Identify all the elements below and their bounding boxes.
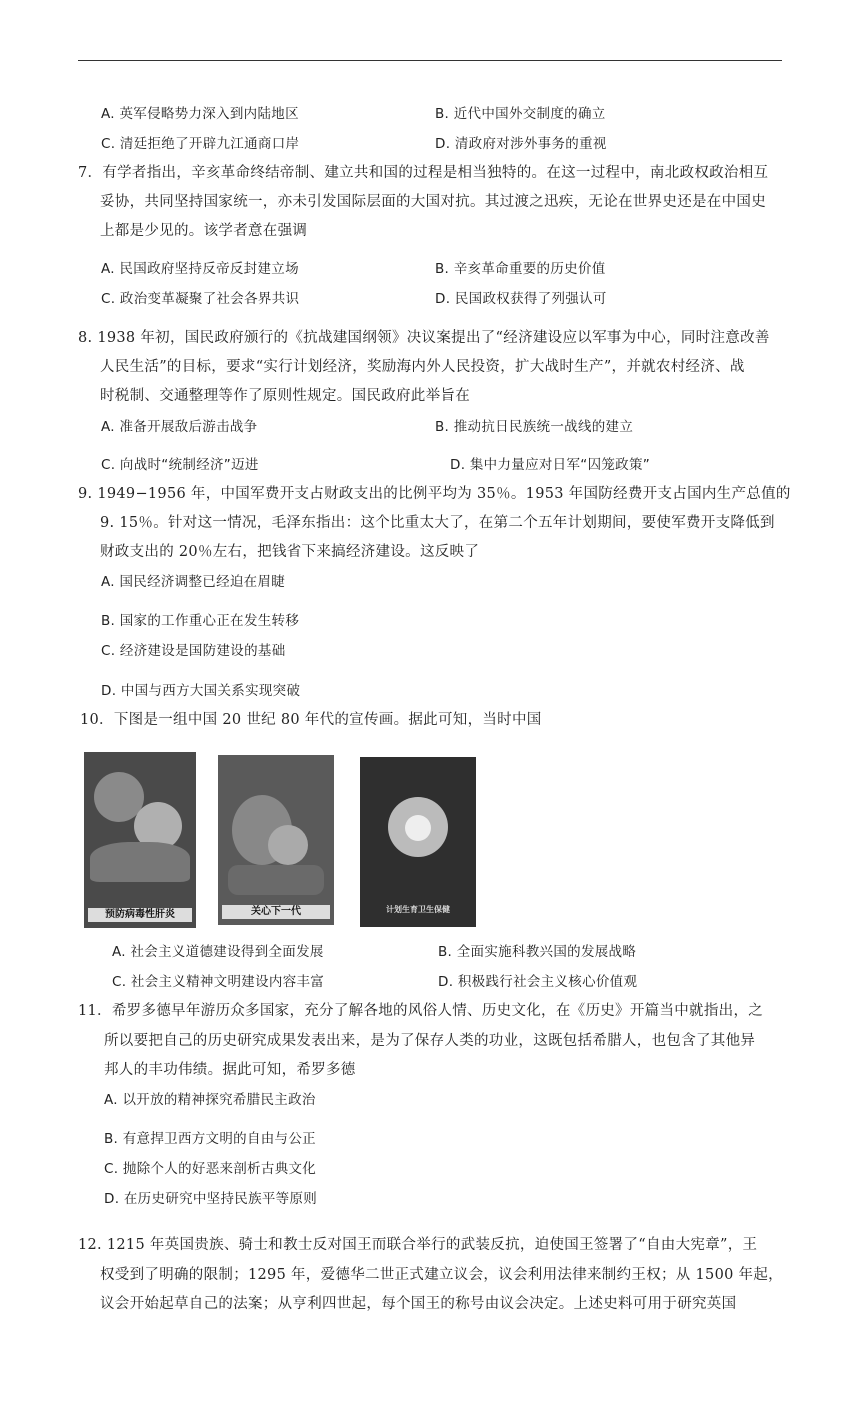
q10-option-c: C. 社会主义精神文明建设内容丰富: [112, 974, 325, 990]
q12-stem-line-3: 议会开始起草自己的法案；从亨利四世起，每个国王的称号由议会决定。上述史料可用于研究英国: [100, 1296, 737, 1312]
q7-stem-line-3: 上都是少见的。该学者意在强调: [100, 223, 308, 239]
q9-option-a: A. 国民经济调整已经迫在眉睫: [101, 574, 286, 590]
poster-children: [218, 755, 334, 925]
q12-stem-line-1: 12. 1215 年英国贵族、骑士和教士反对国王而联合举行的武装反抗，迫使国王签署了“自由大宪章”，王: [78, 1237, 758, 1253]
q7-option-b: B. 辛亥革命重要的历史价值: [435, 261, 606, 277]
q11-stem-line-1: 11．希罗多德早年游历众多国家，充分了解各地的风俗人情、历史文化，在《历史》开篇当中就指出，之: [78, 1003, 764, 1019]
q6-option-c: C. 清廷拒绝了开辟九江通商口岸: [101, 136, 300, 152]
q7-stem-line-1: 7．有学者指出，辛亥革命终结帝制、建立共和国的过程是相当独特的。在这一过程中，南北政权政治相互: [78, 165, 769, 181]
q11-option-c: C. 抛除个人的好恶来剖析古典文化: [104, 1161, 317, 1177]
q11-option-b: B. 有意捍卫西方文明的自由与公正: [104, 1131, 316, 1147]
q7-option-c: C. 政治变革凝聚了社会各界共识: [101, 291, 300, 307]
q7-option-d: D. 民国政权获得了列强认可: [435, 291, 607, 307]
q9-option-c: C. 经济建设是国防建设的基础: [101, 643, 286, 659]
q9-stem-line-3: 财政支出的 20％左右，把钱省下来搞经济建设。这反映了: [100, 544, 480, 560]
q11-option-a: A. 以开放的精神探究希腊民主政治: [104, 1092, 316, 1108]
q10-option-d: D. 积极践行社会主义核心价值观: [438, 974, 638, 990]
q12-stem-line-2: 权受到了明确的限制；1295 年，爱德华二世正式建立议会，议会利用法律来制约王权；从 1500 年起，: [100, 1267, 783, 1283]
poster-caption: 计划生育卫生保健: [386, 905, 450, 914]
q10-stem: 10．下图是一组中国 20 世纪 80 年代的宣传画。据此可知，当时中国: [80, 712, 542, 728]
poster-caption: 预防病毒性肝炎: [88, 908, 192, 922]
q11-option-d: D. 在历史研究中坚持民族平等原则: [104, 1191, 318, 1207]
poster-health: [360, 757, 476, 927]
poster-hepatitis: [84, 752, 196, 928]
q8-option-b: B. 推动抗日民族统一战线的建立: [435, 419, 634, 435]
q9-stem-line-2: 9. 15％。针对这一情况，毛泽东指出：这个比重太大了，在第二个五年计划期间，要使军费开支降低到: [100, 515, 775, 531]
q8-stem-line-3: 时税制、交通整理等作了原则性规定。国民政府此举旨在: [100, 388, 470, 404]
q6-option-b: B. 近代中国外交制度的确立: [435, 106, 606, 122]
q8-option-a: A. 准备开展敌后游击战争: [101, 419, 258, 435]
header-rule: [78, 60, 782, 61]
q10-option-b: B. 全面实施科教兴国的发展战略: [438, 944, 637, 960]
q8-option-d: D. 集中力量应对日军“囚笼政策”: [450, 457, 651, 473]
q8-stem-line-2: 人民生活”的目标，要求“实行计划经济，奖励海内外人民投资，扩大战时生产”，并就农村经济、战: [100, 359, 745, 375]
poster-caption: 关心下一代: [222, 905, 330, 919]
q7-option-a: A. 民国政府坚持反帝反封建立场: [101, 261, 299, 277]
q8-stem-line-1: 8. 1938 年初，国民政府颁行的《抗战建国纲领》决议案提出了“经济建设应以军事为中心，同时注意改善: [78, 330, 770, 346]
q10-option-a: A. 社会主义道德建设得到全面发展: [112, 944, 324, 960]
q7-stem-line-2: 妥协，共同坚持国家统一，亦未引发国际层面的大国对抗。其过渡之迅疾，无论在世界史还是在中国史: [100, 194, 766, 210]
q9-option-d: D. 中国与西方大国关系实现突破: [101, 683, 301, 699]
q6-option-a: A. 英军侵略势力深入到内陆地区: [101, 106, 299, 122]
q9-stem-line-1: 9. 1949−1956 年，中国军费开支占财政支出的比例平均为 35％。1953 年国防经费开支占国内生产总值的: [78, 486, 791, 502]
q6-option-d: D. 清政府对涉外事务的重视: [435, 136, 607, 152]
q9-option-b: B. 国家的工作重心正在发生转移: [101, 613, 300, 629]
q11-stem-line-2: 所以要把自己的历史研究成果发表出来，是为了保存人类的功业，这既包括希腊人，也包含了其他异: [104, 1033, 756, 1049]
q8-option-c: C. 向战时“统制经济”迈进: [101, 457, 259, 473]
q11-stem-line-3: 邦人的丰功伟绩。据此可知，希罗多德: [104, 1062, 356, 1078]
